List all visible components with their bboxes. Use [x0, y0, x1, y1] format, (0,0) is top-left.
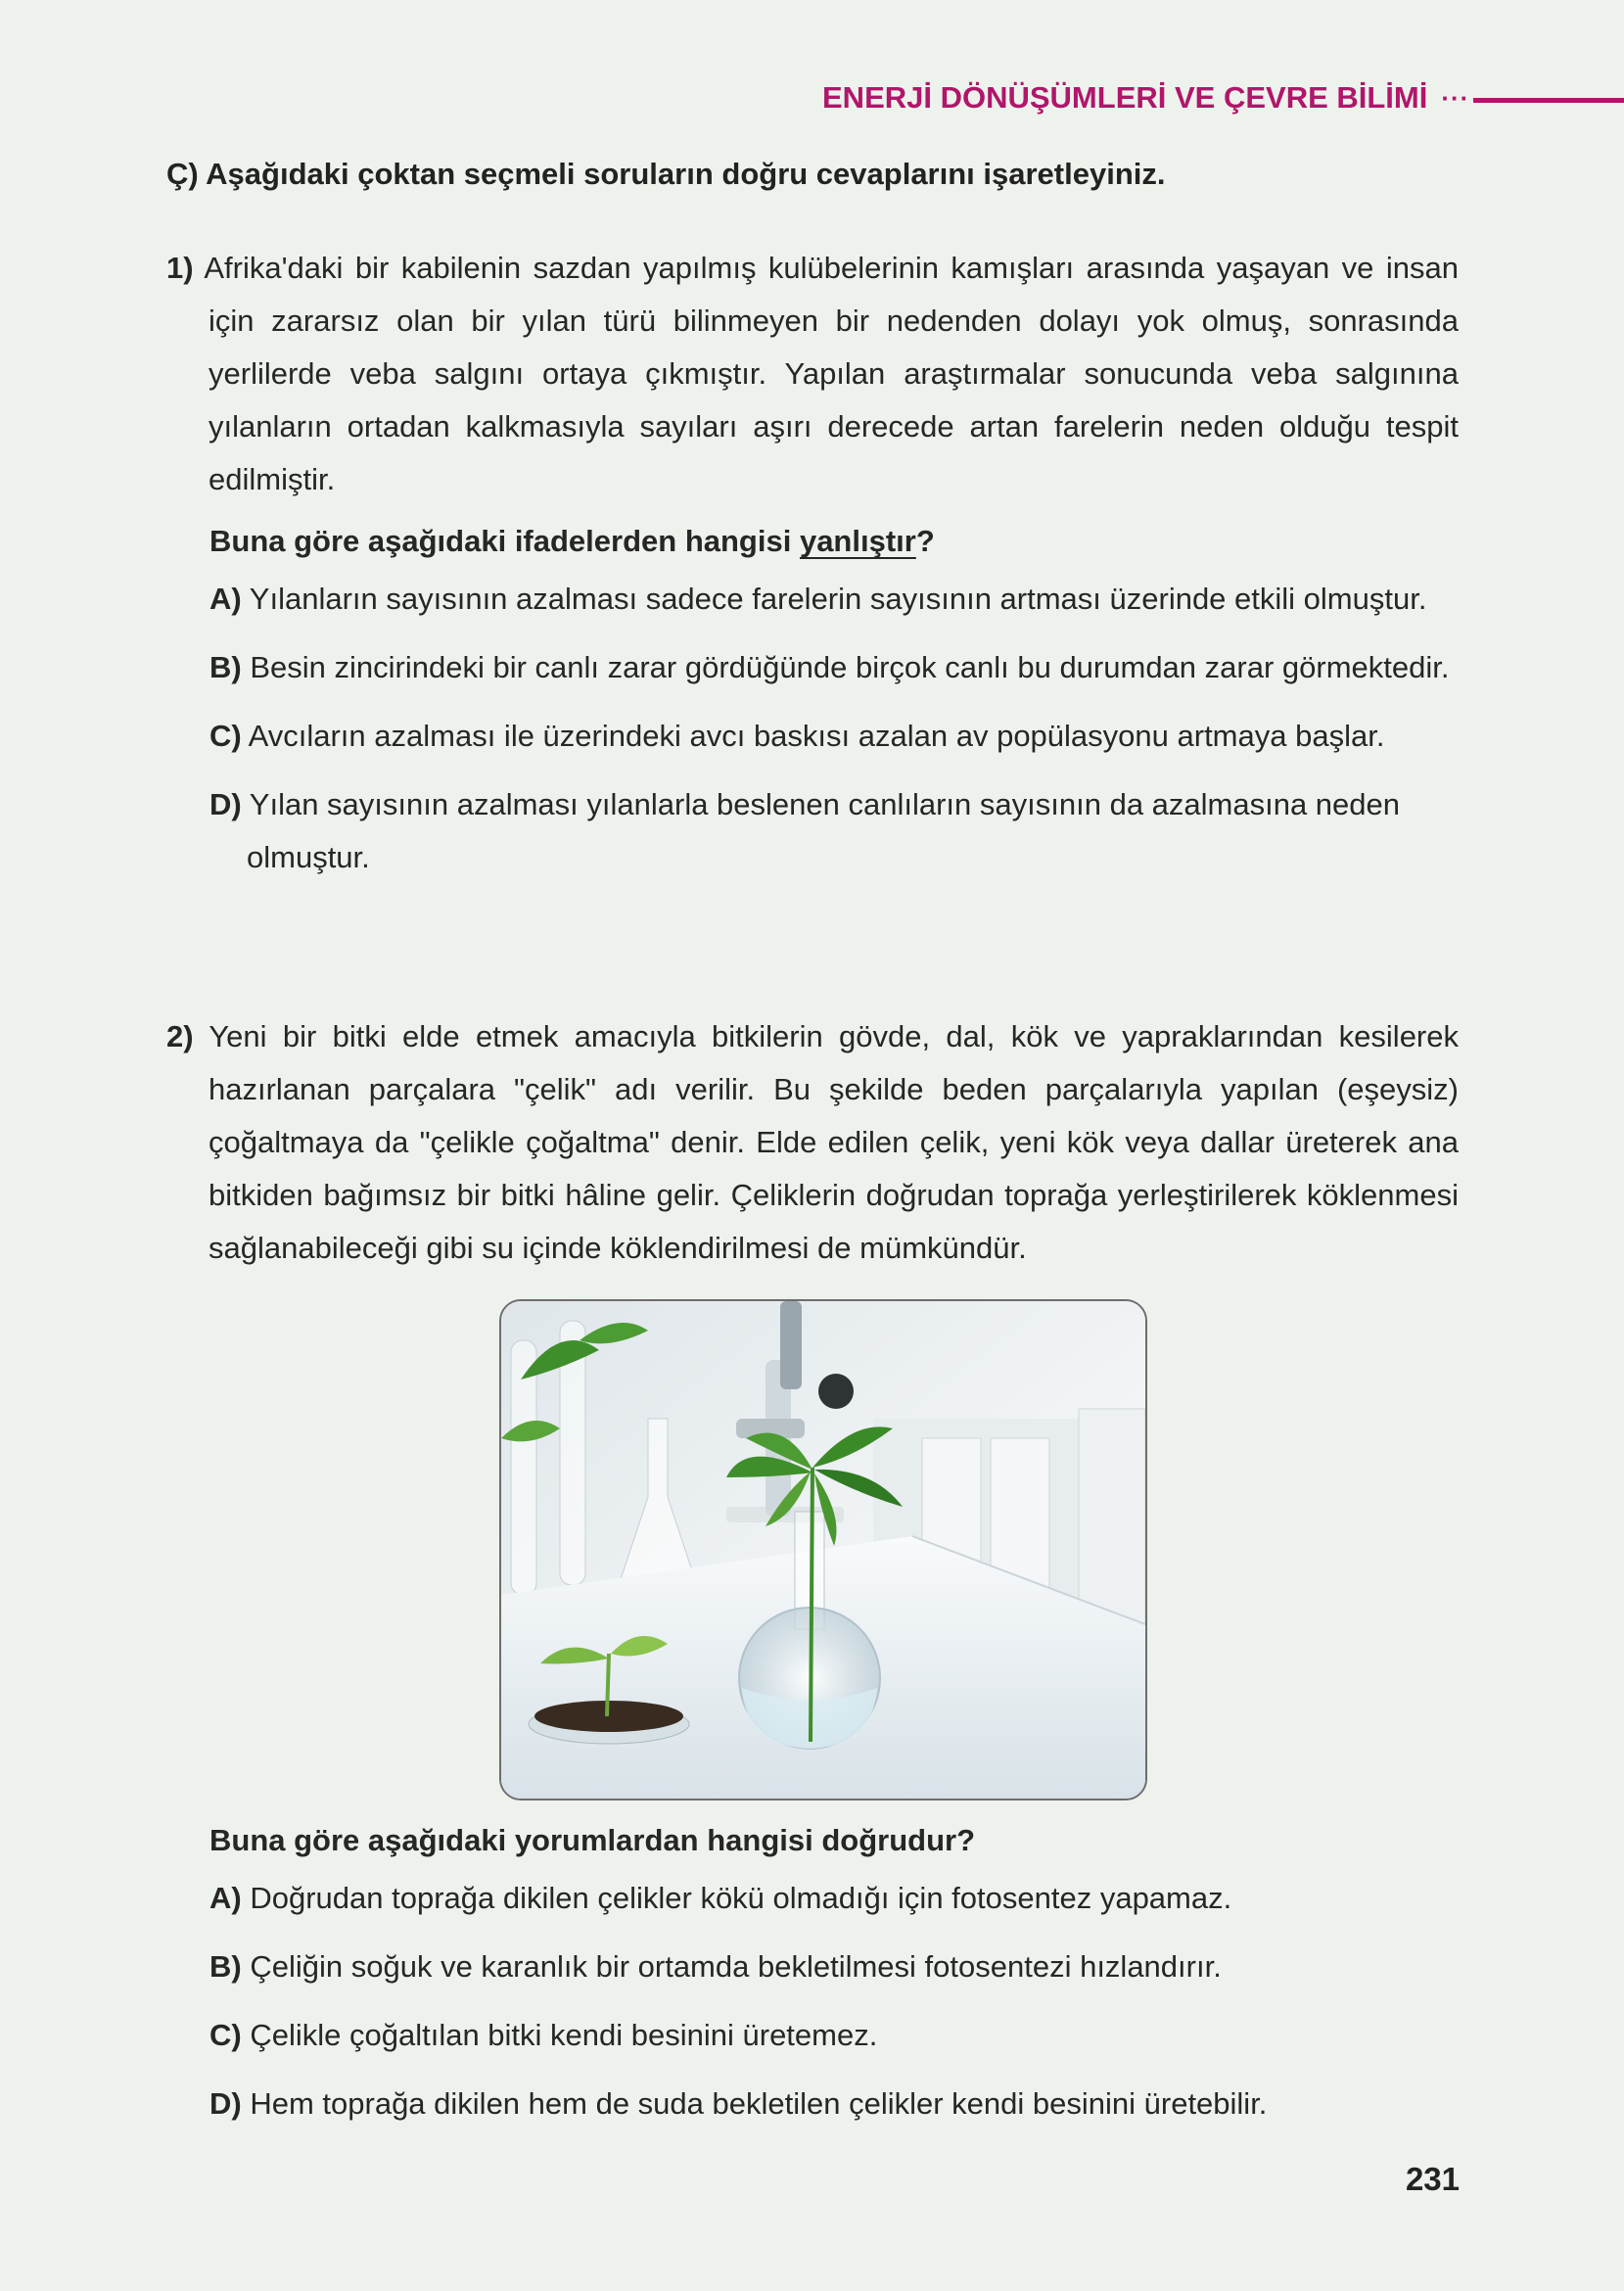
- option-letter: C): [209, 719, 242, 753]
- lab-plants-illustration: [501, 1301, 1145, 1799]
- question-1: [166, 242, 1459, 884]
- question-1-prompt: [209, 524, 1459, 559]
- question-2: [166, 1010, 1459, 1275]
- prompt-emphasis: yanlıştır: [799, 524, 916, 558]
- option-text: Yılan sayısının azalması yılanlarla beslenen canlıların sayısının da azalmasına neden olmuştur.: [247, 787, 1401, 874]
- option-d[interactable]: [209, 778, 1459, 884]
- option-letter: A): [209, 1881, 242, 1915]
- option-letter: D): [209, 787, 242, 821]
- question-body: Yeni bir bitki elde etmek amacıyla bitkilerin gövde, dal, kök ve yapraklarından kesilerek hazırlanan parçalara "çelik" adı verilir. Bu şekilde beden parçalarıyla yapılan (eşeysiz) çoğaltmaya da "çelikle çoğaltma" denir. Elde edilen çelik, yeni kök veya dallar üreterek ana bitkiden bağımsız bir bitki hâline gelir. Çeliklerin doğrudan toprağa yerleştirilerek köklenmesi sağlanabileceği gibi su içinde köklendirilmesi de mümkündür.: [209, 1019, 1459, 1265]
- question-body: Afrika'daki bir kabilenin sazdan yapılmış kulübelerinin kamışları arasında yaşayan ve insan için zararsız olan bir yılan türü bilinmeyen bir nedenden dolayı yok olmuş, sonrasında yerlilerde veba salgını ortaya çıkmıştır. Yapılan araştırmalar sonucunda veba salgınına yılanların ortadan kalkmasıyla sayıları aşırı derecede artan farelerin neden olduğu tespit edilmiştir.: [204, 251, 1459, 496]
- option-text: Çeliğin soğuk ve karanlık bir ortamda bekletilmesi fotosentezi hızlandırır.: [250, 1949, 1222, 1984]
- header-dots: ···: [1441, 82, 1470, 113]
- option-c[interactable]: [209, 710, 1459, 763]
- option-text: Avcıların azalması ile üzerindeki avcı baskısı azalan av popülasyonu artmaya başlar.: [248, 719, 1385, 753]
- option-d[interactable]: [209, 2078, 1459, 2130]
- question-number: 2): [166, 1019, 194, 1053]
- header-rule: [1473, 98, 1624, 103]
- prompt-mark: ?: [915, 524, 935, 558]
- option-text: Çelikle çoğaltılan bitki kendi besinini üretemez.: [250, 2018, 878, 2052]
- question-2-answers: [166, 1823, 1459, 2130]
- option-b[interactable]: [209, 1940, 1459, 1993]
- option-text: Besin zincirindeki bir canlı zarar gördüğünde birçok canlı bu durumdan zarar görmektedir.: [250, 650, 1450, 684]
- question-2-prompt: Buna göre aşağıdaki yorumlardan hangisi doğrudur?: [209, 1823, 976, 1857]
- option-a[interactable]: [209, 1872, 1459, 1925]
- option-letter: B): [209, 650, 242, 684]
- question-1-text: [166, 242, 1459, 506]
- option-text: Doğrudan toprağa dikilen çelikler kökü olmadığı için fotosentez yapamaz.: [250, 1881, 1232, 1915]
- option-letter: D): [209, 2086, 242, 2121]
- option-c[interactable]: [209, 2009, 1459, 2062]
- question-2-text: [166, 1010, 1459, 1275]
- page-number: 231: [1405, 2161, 1460, 2197]
- option-text: Yılanların sayısının azalması sadece farelerin sayısının artması üzerinde etkili olmuştur.: [249, 582, 1427, 616]
- prompt-text: Buna göre aşağıdaki ifadelerden hangisi: [209, 524, 800, 558]
- chapter-title: ENERJİ DÖNÜŞÜMLERİ VE ÇEVRE BİLİMİ: [822, 80, 1428, 115]
- option-b[interactable]: [209, 641, 1459, 694]
- option-letter: B): [209, 1949, 242, 1984]
- option-letter: C): [209, 2018, 242, 2052]
- option-letter: A): [209, 582, 242, 616]
- section-title: Ç) Aşağıdaki çoktan seçmeli soruların doğru cevaplarını işaretleyiniz.: [166, 157, 1166, 191]
- chapter-header: [822, 76, 1624, 119]
- option-text: Hem toprağa dikilen hem de suda bekletilen çelikler kendi besinini üretebilir.: [250, 2086, 1268, 2121]
- option-a[interactable]: [209, 573, 1459, 626]
- plant-cuttings-photo: [499, 1299, 1147, 1800]
- question-number: 1): [166, 251, 194, 285]
